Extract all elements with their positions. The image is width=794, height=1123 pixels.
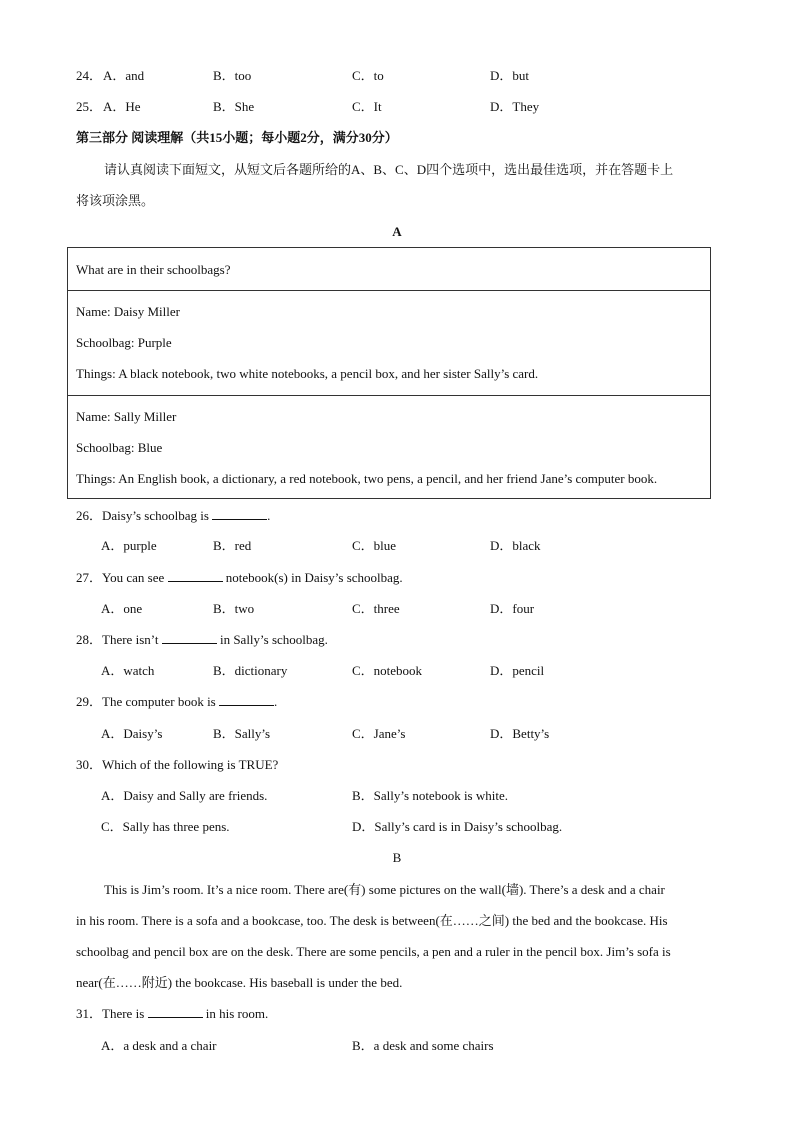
stem-text: Daisy’s schoolbag is bbox=[102, 508, 213, 523]
section-instruction: 请认真阅读下面短文，从短文后各题所给的A、B、C、D四个选项中，选出最佳选项，并在答题卡上 bbox=[104, 162, 674, 177]
answer-blank bbox=[212, 507, 267, 520]
question-number: 31． bbox=[76, 1006, 103, 1021]
passage-a-table bbox=[67, 247, 711, 499]
table-divider bbox=[68, 395, 710, 396]
question-28-options bbox=[0, 661, 794, 681]
option-d[interactable]: D．four bbox=[490, 601, 535, 616]
option-a[interactable]: A．Daisy’s bbox=[101, 726, 163, 741]
sally-things: Things: An English book, a dictionary, a red notebook, two pens, a pencil, and her friend Jane’s computer book. bbox=[76, 471, 658, 486]
stem-text: Which of the following is TRUE? bbox=[102, 757, 279, 772]
question-number: 28． bbox=[76, 632, 103, 647]
daisy-things: Things: A black notebook, two white notebooks, a pencil box, and her sister Sally’s card. bbox=[76, 366, 539, 381]
question-30-options-ab bbox=[0, 786, 794, 806]
option-d[interactable]: D．black bbox=[490, 538, 541, 553]
option-c[interactable]: C．It bbox=[352, 99, 382, 114]
stem-text: in Sally’s schoolbag. bbox=[216, 632, 328, 647]
option-b[interactable]: B．Sally’s notebook is white. bbox=[352, 788, 509, 803]
question-28-stem bbox=[76, 630, 328, 650]
question-25 bbox=[0, 97, 794, 117]
question-24 bbox=[0, 66, 794, 86]
question-27-stem bbox=[76, 568, 403, 588]
question-26-options bbox=[0, 536, 794, 556]
option-c[interactable]: C．Jane’s bbox=[352, 726, 406, 741]
table-title: What are in their schoolbags? bbox=[76, 262, 231, 277]
option-a[interactable]: A．purple bbox=[101, 538, 157, 553]
stem-text: There isn’t bbox=[102, 632, 162, 647]
option-a[interactable]: A．a desk and a chair bbox=[101, 1038, 217, 1053]
answer-blank bbox=[148, 1005, 203, 1018]
option-a[interactable]: A．Daisy and Sally are friends. bbox=[101, 788, 268, 803]
option-d[interactable]: D．Betty’s bbox=[490, 726, 550, 741]
question-number: 25． bbox=[76, 99, 103, 114]
option-b[interactable]: B．dictionary bbox=[213, 663, 288, 678]
stem-text: The computer book is bbox=[102, 694, 219, 709]
option-c[interactable]: C．to bbox=[352, 68, 384, 83]
option-c[interactable]: C．Sally has three pens. bbox=[101, 819, 230, 834]
daisy-name: Name: Daisy Miller bbox=[76, 304, 180, 319]
option-b[interactable]: B．two bbox=[213, 601, 255, 616]
option-d[interactable]: D．pencil bbox=[490, 663, 545, 678]
question-31-stem bbox=[76, 1004, 268, 1024]
option-b[interactable]: B．a desk and some chairs bbox=[352, 1038, 494, 1053]
passage-b-line-3: schoolbag and pencil box are on the desk. There are some pencils, a pen and a ruler in the pencil box. Jim’s sofa is bbox=[76, 944, 671, 959]
passage-b-line-4: near(在……附近) the bookcase. His baseball is under the bed. bbox=[76, 975, 403, 990]
question-number: 26． bbox=[76, 508, 103, 523]
option-a[interactable]: A．watch bbox=[101, 663, 155, 678]
option-b[interactable]: B．too bbox=[213, 68, 252, 83]
option-b[interactable]: B．red bbox=[213, 538, 252, 553]
daisy-schoolbag: Schoolbag: Purple bbox=[76, 335, 172, 350]
stem-text: notebook(s) in Daisy’s schoolbag. bbox=[222, 570, 403, 585]
passage-b-label: B bbox=[392, 850, 402, 865]
answer-blank bbox=[162, 631, 217, 644]
stem-text: There is bbox=[102, 1006, 148, 1021]
section-heading: 第三部分 阅读理解（共15小题；每小题2分，满分30分） bbox=[76, 130, 398, 145]
option-d[interactable]: D．Sally’s card is in Daisy’s schoolbag. bbox=[352, 819, 563, 834]
question-number: 27． bbox=[76, 570, 103, 585]
question-30-stem bbox=[76, 755, 278, 775]
question-31-options bbox=[0, 1036, 794, 1056]
option-d[interactable]: D．but bbox=[490, 68, 530, 83]
passage-a-label: A bbox=[392, 224, 402, 239]
passage-b-line-2: in his room. There is a sofa and a bookcase, too. The desk is between(在……之间) the bed and the bookcase. His bbox=[76, 913, 668, 928]
passage-b-line-1: This is Jim’s room. It’s a nice room. There are(有) some pictures on the wall(墙). There’s a desk and a chair bbox=[104, 882, 665, 897]
sally-schoolbag: Schoolbag: Blue bbox=[76, 440, 163, 455]
question-29-options bbox=[0, 724, 794, 744]
question-30-options-cd bbox=[0, 817, 794, 837]
question-number: 30． bbox=[76, 757, 103, 772]
option-a[interactable]: A．He bbox=[103, 99, 141, 114]
answer-blank bbox=[219, 693, 274, 706]
question-number: 24． bbox=[76, 68, 103, 83]
section-instruction-cont: 将该项涂黑。 bbox=[76, 193, 155, 208]
option-a[interactable]: A．and bbox=[103, 68, 145, 83]
stem-text: . bbox=[274, 694, 278, 709]
question-26-stem bbox=[76, 506, 270, 526]
option-c[interactable]: C．notebook bbox=[352, 663, 423, 678]
sally-name: Name: Sally Miller bbox=[76, 409, 177, 424]
answer-blank bbox=[168, 569, 223, 582]
stem-text: in his room. bbox=[202, 1006, 269, 1021]
option-a[interactable]: A．one bbox=[101, 601, 143, 616]
option-c[interactable]: C．blue bbox=[352, 538, 397, 553]
question-number: 29． bbox=[76, 694, 103, 709]
question-29-stem bbox=[76, 692, 277, 712]
option-d[interactable]: D．They bbox=[490, 99, 540, 114]
option-b[interactable]: B．She bbox=[213, 99, 255, 114]
option-c[interactable]: C．three bbox=[352, 601, 400, 616]
table-divider bbox=[68, 290, 710, 291]
stem-text: . bbox=[267, 508, 271, 523]
question-27-options bbox=[0, 599, 794, 619]
stem-text: You can see bbox=[102, 570, 168, 585]
option-b[interactable]: B．Sally’s bbox=[213, 726, 271, 741]
